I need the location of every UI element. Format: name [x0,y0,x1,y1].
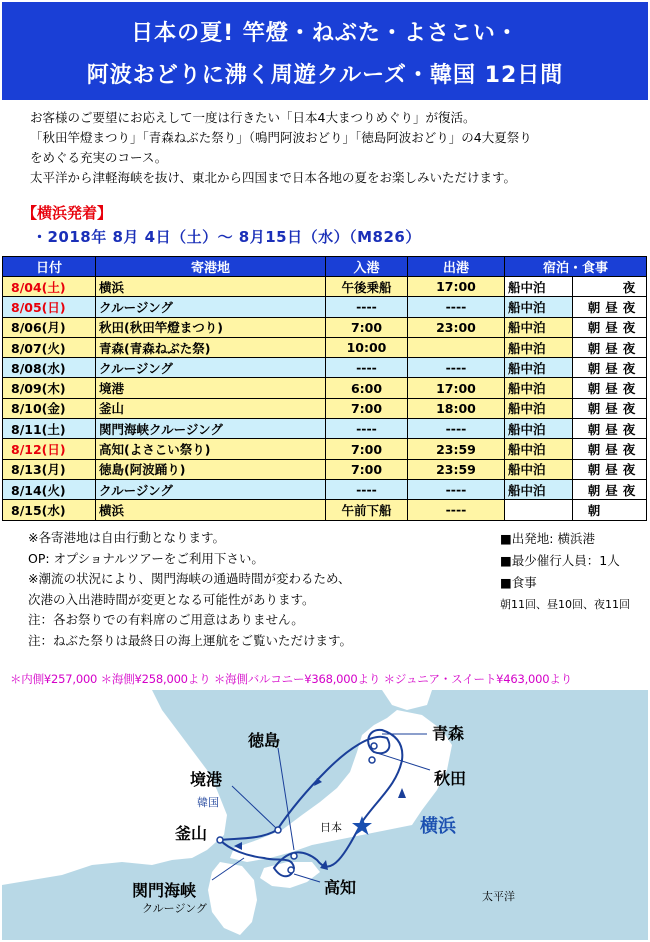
cell-departure: ---- [408,358,505,378]
note-line: 次港の入出港時間が変更となる可能性があります。 [28,591,315,607]
note-line: 注：ねぶた祭りは最終日の海上運航をご覧いただけます。 [28,632,353,648]
cell-meals [573,479,647,499]
table-row [3,378,647,398]
cell-stay: 船中泊 [505,459,573,479]
cell-arrival: 7:00 [326,317,408,337]
header-arrival: 入港 [326,257,408,277]
table-row [3,398,647,418]
port-marker [217,837,223,843]
cell-departure [408,337,505,357]
cell-date: 8/05(日) [3,297,96,317]
table-row [3,358,647,378]
cell-departure: 17:00 [408,277,505,297]
cell-port: 関門海峡クルージング [96,419,326,439]
cell-date: 8/14(火) [3,479,96,499]
cell-port: 秋田(秋田竿燈まつり) [96,317,326,337]
cell-arrival: 午後乗船 [326,277,408,297]
cell-arrival: 6:00 [326,378,408,398]
meal-mark: 夜 [622,340,636,356]
cell-arrival: 7:00 [326,459,408,479]
table-row [3,317,647,337]
meal-mark: 朝 [587,482,601,498]
meals-title: ■食事 [500,575,537,590]
header-date: 日付 [3,257,96,277]
route-map [2,690,648,940]
cell-stay: 船中泊 [505,439,573,459]
meal-mark: 昼 [605,421,618,437]
cell-meals [573,500,647,520]
cell-departure: 23:59 [408,459,505,479]
cell-departure: 18:00 [408,398,505,418]
map-label-korea: 韓国 [197,796,219,809]
cell-arrival: ---- [326,419,408,439]
meal-mark: 昼 [605,320,618,336]
cell-departure: 17:00 [408,378,505,398]
cell-stay: 船中泊 [505,479,573,499]
cell-port: 徳島(阿波踊り) [96,459,326,479]
meal-mark: 朝 [587,462,601,478]
map-label-yokohama: 横浜 [420,816,456,837]
cell-date: 8/06(月) [3,317,96,337]
cell-port: 境港 [96,378,326,398]
map-label-busan: 釜山 [175,824,208,843]
cell-meals [573,277,647,297]
cell-arrival: 10:00 [326,337,408,357]
note-line: OP: オプショナルツアーをご利用下さい。 [28,550,264,566]
cell-date: 8/07(火) [3,337,96,357]
cell-departure: 23:00 [408,317,505,337]
meal-mark: 夜 [622,462,636,478]
table-row [3,419,647,439]
map-label-pacific: 太平洋 [482,890,515,903]
cell-departure: ---- [408,500,505,520]
table-row [3,439,647,459]
tour-info [500,528,630,616]
map-label-cruising: クルージング [142,902,207,915]
port-marker [288,867,294,873]
cell-port: クルージング [96,358,326,378]
cell-arrival: 7:00 [326,439,408,459]
meal-mark [586,278,602,296]
itinerary-body [3,277,647,521]
cell-meals [573,419,647,439]
note-line: ※各寄港地は自由行動となります。 [28,530,225,545]
cell-date: 8/12(日) [3,439,96,459]
origin-label: 【横浜発着】 [22,204,113,222]
cell-arrival: 午前下船 [326,500,408,520]
table-header-row [3,257,647,277]
cell-port: クルージング [96,479,326,499]
cell-stay: 船中泊 [505,378,573,398]
cell-stay: 船中泊 [505,419,573,439]
meal-mark: 朝 [587,340,601,356]
cell-departure: ---- [408,297,505,317]
intro-line: 「秋田竿燈まつり」「青森ねぶた祭り」（鳴門阿波おどり」「徳島阿波おどり」の4大夏祭り [30,130,532,145]
meal-mark: 昼 [605,381,618,397]
meal-mark: 朝 [587,421,601,437]
cell-meals [573,378,647,398]
map-label-kanmon: 関門海峡 [132,881,197,900]
table-row [3,479,647,499]
meal-mark [621,501,637,519]
cell-arrival: ---- [326,479,408,499]
cell-meals [573,358,647,378]
cell-port: 青森(青森ねぶた祭) [96,337,326,357]
header-stay-meals: 宿泊・食事 [505,257,647,277]
notes [28,528,352,651]
meal-mark: 朝 [587,360,601,376]
map-label-sakaiminato: 境港 [190,770,223,789]
port-marker [371,743,377,749]
meal-mark [604,501,620,519]
meal-mark: 夜 [622,279,636,295]
cell-meals [573,398,647,418]
map-label-aomori: 青森 [432,724,465,743]
meal-mark: 夜 [622,360,636,376]
meal-mark: 夜 [622,299,636,315]
cell-port: クルージング [96,297,326,317]
cell-date: 8/11(土) [3,419,96,439]
cell-stay: 船中泊 [505,358,573,378]
map-label-akita: 秋田 [434,769,467,788]
meal-mark: 夜 [622,401,636,417]
cell-stay: 船中泊 [505,317,573,337]
meal-mark: 昼 [605,442,618,458]
cell-port: 釜山 [96,398,326,418]
note-line: 注：各お祭りでの有料席のご用意はありません。 [28,612,304,627]
departure-info: ■出発地: 横浜港 [500,531,595,546]
cell-departure: 23:59 [408,439,505,459]
cell-meals [573,459,647,479]
port-marker [291,853,297,859]
meal-mark: 朝 [587,299,601,315]
map-label-tokushima: 徳島 [248,731,281,750]
meal-mark: 昼 [605,340,618,356]
title-banner [2,2,648,100]
cell-departure: ---- [408,479,505,499]
intro-line: お客様のご要望にお応えして一度は行きたい「日本4大まつりめぐり」が復活。 [30,110,476,125]
cell-date: 8/13(月) [3,459,96,479]
cell-meals [573,297,647,317]
cell-stay [505,500,573,520]
port-marker [369,757,375,763]
cell-date: 8/09(木) [3,378,96,398]
cell-date: 8/04(土) [3,277,96,297]
meal-mark: 昼 [605,401,618,417]
table-row [3,277,647,297]
meal-mark: 昼 [605,360,618,376]
intro-line: 太平洋から津軽海峡を抜け、東北から四国まで日本各地の夏をお楽しみいただけます。 [30,170,517,185]
meal-mark: 夜 [622,381,636,397]
table-row [3,297,647,317]
price-list: ＊内側¥257,000 ＊海側¥258,000より ＊海側バルコニー¥368,000より ＊ジュニア・スイート¥463,000より [10,672,572,686]
meal-mark: 昼 [605,462,618,478]
cell-arrival: ---- [326,358,408,378]
meal-mark: 夜 [622,421,636,437]
map-label-kochi: 高知 [324,878,357,897]
cell-arrival: 7:00 [326,398,408,418]
itinerary-table [2,256,647,521]
intro-text [30,108,630,188]
meal-mark: 朝 [587,442,601,458]
cell-port: 横浜 [96,277,326,297]
tour-dates: ・2018年 8月 4日（土）～ 8月15日（水）（M826） [32,228,421,246]
meal-mark [604,278,620,296]
meal-mark: 朝 [587,401,601,417]
meals-detail: 朝11回、昼10回、夜11回 [500,598,630,611]
meal-mark: 夜 [622,320,636,336]
cell-meals [573,317,647,337]
cell-date: 8/15(水) [3,500,96,520]
cell-departure: ---- [408,419,505,439]
meal-mark: 夜 [622,482,636,498]
title-line-1: 日本の夏! 竿燈・ねぶた・よさこい・ [131,21,519,46]
meal-mark: 昼 [605,299,618,315]
intro-line: をめぐる充実のコース。 [30,150,168,165]
cell-port: 高知(よさこい祭り) [96,439,326,459]
title-line-2: 阿波おどりに沸く周遊クルーズ・韓国 12日間 [86,63,564,88]
cell-date: 8/08(水) [3,358,96,378]
cell-meals [573,337,647,357]
meal-mark: 朝 [587,502,601,518]
header-port: 寄港地 [96,257,326,277]
meal-mark: 夜 [622,442,636,458]
meal-mark: 朝 [587,381,601,397]
meal-mark: 昼 [605,482,618,498]
cell-meals [573,439,647,459]
table-row [3,337,647,357]
cell-arrival: ---- [326,297,408,317]
cell-port: 横浜 [96,500,326,520]
map-label-japan: 日本 [320,821,342,834]
table-row [3,500,647,520]
min-people-info: ■最少催行人員：1人 [500,553,620,568]
cell-stay: 船中泊 [505,277,573,297]
cell-stay: 船中泊 [505,398,573,418]
meal-mark: 朝 [587,320,601,336]
cell-stay: 船中泊 [505,297,573,317]
note-line: ※潮流の状況により、関門海峡の通過時間が変わるため、 [28,571,351,586]
header-departure: 出港 [408,257,505,277]
table-row [3,459,647,479]
cell-stay: 船中泊 [505,337,573,357]
cell-date: 8/10(金) [3,398,96,418]
